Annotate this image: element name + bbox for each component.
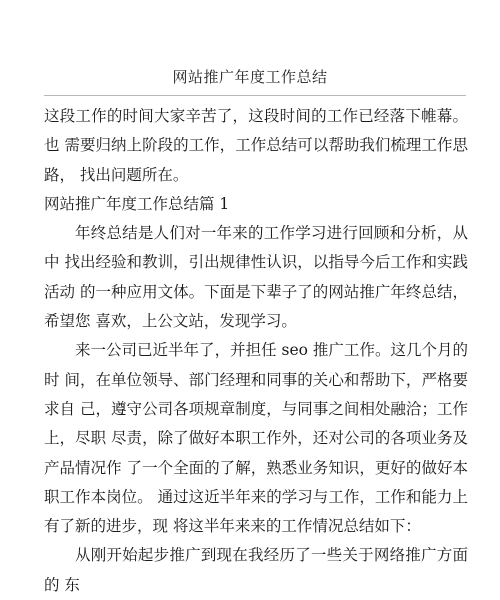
section-heading: 网站推广年度工作总结篇 1 [44, 194, 230, 213]
body-paragraph-1: 年终总结是人们对一年来的工作学习进行回顾和分析，从中 找出经验和教训，引出规律性认识，以指导今后工作和实践活动 的一种应用文体。下面是下辈子了的网站推广年终总结，希望您 喜欢，上公文站，发现学习。 [44, 224, 468, 331]
body-paragraph-2: 来一公司已近半年了，并担任 seo 推广工作。这几个月的时 间，在单位领导、部门经理和同事的关心和帮助下，严格要求自 己，遵守公司各项规章制度，与同事之间相处融洽；工作上，尽职 尽责，除了做好本职工作外，还对公司的各项业务及产品情况作 了一个全面的了解，熟悉业务知识，更好的做好本职工作本岗位。 通过这近半年来的学习与工作，工作和能力上有了新的进步，现 将这半年来来的工作情况总结如下： [44, 341, 468, 536]
body-paragraph-3: 从刚开始起步推广到现在我经历了一些关于网络推广方面的 东 [44, 546, 468, 594]
title-divider [44, 95, 466, 96]
document-title: 网站推广年度工作总结 [172, 68, 328, 86]
document-body [44, 102, 468, 600]
intro-paragraph: 这段工作的时间大家辛苦了，这段时间的工作已经落下帷幕。也 需要归纳上阶段的工作，工作总结可以帮助我们梳理工作思路， 找出问题所在。 [44, 107, 468, 184]
